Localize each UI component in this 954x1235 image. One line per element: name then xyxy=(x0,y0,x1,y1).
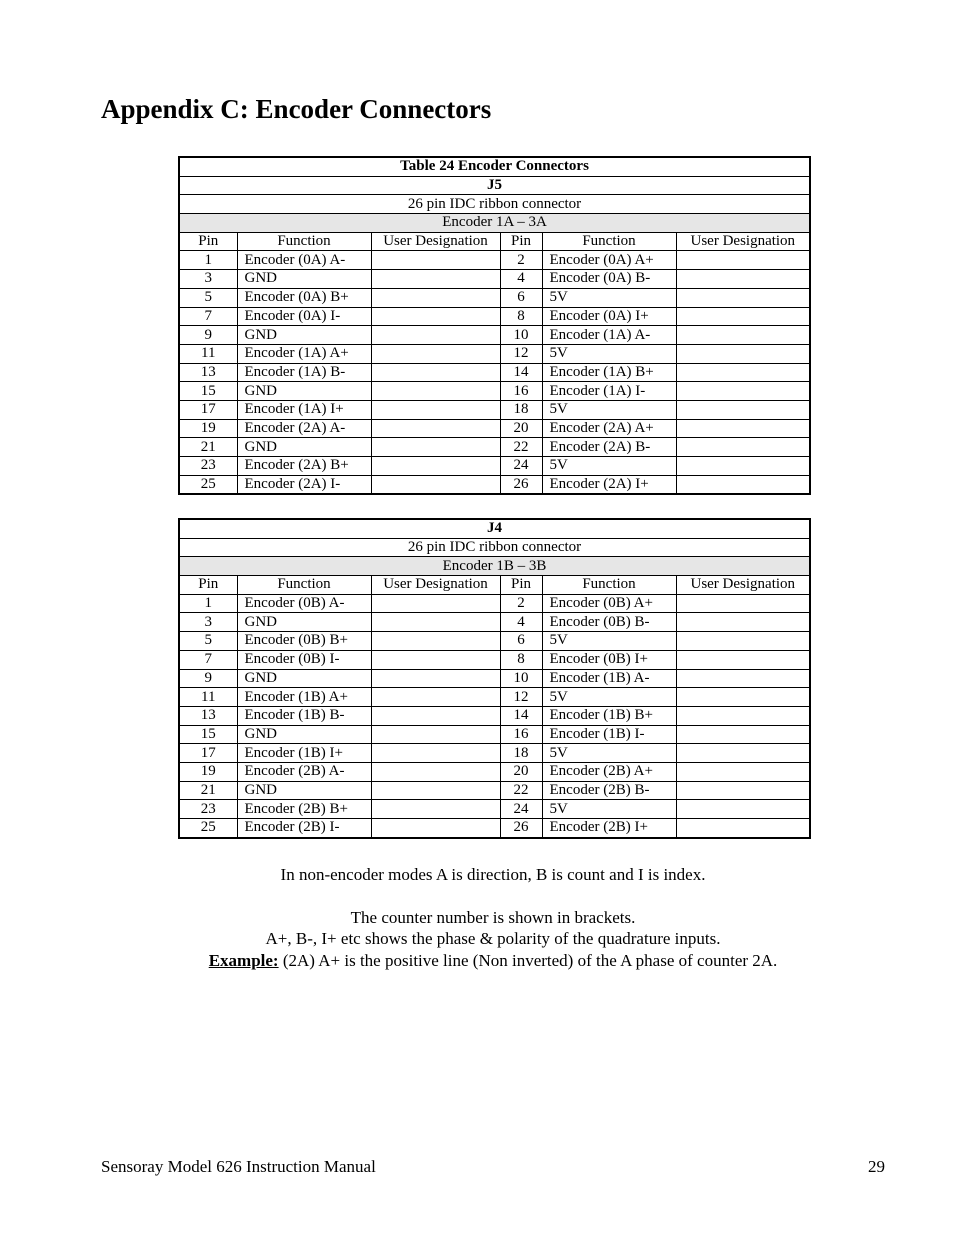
pin-function: GND xyxy=(237,781,371,800)
pin-number: 3 xyxy=(179,613,237,632)
pin-function: Encoder (1B) I- xyxy=(542,725,676,744)
pin-number: 23 xyxy=(179,800,237,819)
column-header: User Designation xyxy=(676,576,810,595)
user-designation xyxy=(371,400,500,419)
user-designation xyxy=(676,819,810,838)
user-designation xyxy=(676,307,810,326)
table-row xyxy=(179,744,810,763)
user-designation xyxy=(676,594,810,613)
pin-number: 21 xyxy=(179,781,237,800)
pin-function: Encoder (2A) A- xyxy=(237,419,371,438)
pin-number: 15 xyxy=(179,725,237,744)
user-designation xyxy=(371,762,500,781)
user-designation xyxy=(676,251,810,270)
user-designation xyxy=(371,363,500,382)
pin-function: Encoder (1B) B- xyxy=(237,706,371,725)
note-encoder-modes: In non-encoder modes A is direction, B is count and I is index. xyxy=(280,865,706,884)
pin-function: Encoder (1B) I+ xyxy=(237,744,371,763)
user-designation xyxy=(371,781,500,800)
column-header: Pin xyxy=(500,232,542,251)
user-designation xyxy=(371,475,500,494)
table-row xyxy=(179,438,810,457)
pin-number: 17 xyxy=(179,744,237,763)
user-designation xyxy=(676,762,810,781)
table-row xyxy=(179,669,810,688)
pin-number: 3 xyxy=(179,270,237,289)
pin-function: Encoder (0B) B+ xyxy=(237,632,371,651)
user-designation xyxy=(676,744,810,763)
pin-number: 13 xyxy=(179,706,237,725)
user-designation xyxy=(371,419,500,438)
column-header: User Designation xyxy=(676,232,810,251)
user-designation xyxy=(676,419,810,438)
table-row xyxy=(179,288,810,307)
pin-function: 5V xyxy=(542,800,676,819)
pin-function: Encoder (1B) B+ xyxy=(542,706,676,725)
pin-function: Encoder (2B) B+ xyxy=(237,800,371,819)
pin-number: 5 xyxy=(179,288,237,307)
pin-number: 9 xyxy=(179,326,237,345)
pin-number: 4 xyxy=(500,613,542,632)
table-row xyxy=(179,400,810,419)
pin-number: 22 xyxy=(500,438,542,457)
pin-function: GND xyxy=(237,669,371,688)
user-designation xyxy=(676,706,810,725)
pin-function: GND xyxy=(237,382,371,401)
user-designation xyxy=(371,594,500,613)
table-row xyxy=(179,613,810,632)
column-header: Function xyxy=(237,576,371,595)
pin-number: 8 xyxy=(500,650,542,669)
pin-number: 15 xyxy=(179,382,237,401)
pin-function: Encoder (1A) A+ xyxy=(237,344,371,363)
user-designation xyxy=(371,344,500,363)
pin-function: Encoder (0A) A- xyxy=(237,251,371,270)
pin-number: 2 xyxy=(500,594,542,613)
table-row xyxy=(179,632,810,651)
table-row xyxy=(179,706,810,725)
user-designation xyxy=(676,781,810,800)
pin-function: Encoder (2A) B+ xyxy=(237,457,371,476)
header-row xyxy=(179,232,810,251)
user-designation xyxy=(676,688,810,707)
pin-function: 5V xyxy=(542,688,676,707)
user-designation xyxy=(676,382,810,401)
pin-number: 22 xyxy=(500,781,542,800)
user-designation xyxy=(676,650,810,669)
pin-number: 13 xyxy=(179,363,237,382)
pin-number: 20 xyxy=(500,762,542,781)
pin-function: Encoder (1A) B+ xyxy=(542,363,676,382)
pin-number: 9 xyxy=(179,669,237,688)
pin-function: Encoder (2B) I- xyxy=(237,819,371,838)
pin-number: 16 xyxy=(500,382,542,401)
pin-function: Encoder (1A) B- xyxy=(237,363,371,382)
table-row xyxy=(179,800,810,819)
pin-function: Encoder (0A) I- xyxy=(237,307,371,326)
pin-function: Encoder (0A) I+ xyxy=(542,307,676,326)
user-designation xyxy=(676,288,810,307)
pin-number: 10 xyxy=(500,326,542,345)
pin-number: 24 xyxy=(500,457,542,476)
pin-function: 5V xyxy=(542,457,676,476)
pin-number: 26 xyxy=(500,819,542,838)
pin-number: 11 xyxy=(179,688,237,707)
pin-function: Encoder (2A) I+ xyxy=(542,475,676,494)
user-designation xyxy=(371,307,500,326)
table-row xyxy=(179,270,810,289)
table-caption: Table 24 Encoder Connectors xyxy=(179,157,810,176)
table-row xyxy=(179,650,810,669)
table-row xyxy=(179,594,810,613)
user-designation xyxy=(371,613,500,632)
pin-number: 25 xyxy=(179,475,237,494)
pin-number: 12 xyxy=(500,344,542,363)
pin-function: Encoder (0B) I+ xyxy=(542,650,676,669)
pin-function: Encoder (1A) A- xyxy=(542,326,676,345)
pin-function: 5V xyxy=(542,400,676,419)
pin-number: 26 xyxy=(500,475,542,494)
pin-number: 8 xyxy=(500,307,542,326)
pin-function: Encoder (1B) A- xyxy=(542,669,676,688)
user-designation xyxy=(371,326,500,345)
pin-function: GND xyxy=(237,326,371,345)
pin-function: Encoder (0A) B+ xyxy=(237,288,371,307)
column-header: User Designation xyxy=(371,232,500,251)
pin-function: Encoder (0A) A+ xyxy=(542,251,676,270)
pin-function: Encoder (2A) I- xyxy=(237,475,371,494)
pin-number: 5 xyxy=(179,632,237,651)
pin-function: Encoder (0B) A- xyxy=(237,594,371,613)
user-designation xyxy=(371,706,500,725)
pin-number: 14 xyxy=(500,363,542,382)
table-row xyxy=(179,781,810,800)
pin-function: Encoder (1A) I- xyxy=(542,382,676,401)
user-designation xyxy=(371,288,500,307)
pin-function: Encoder (2A) B- xyxy=(542,438,676,457)
pin-number: 11 xyxy=(179,344,237,363)
encoder-table-j4 xyxy=(178,518,811,839)
column-header: Function xyxy=(542,232,676,251)
user-designation xyxy=(371,650,500,669)
user-designation xyxy=(676,800,810,819)
user-designation xyxy=(676,475,810,494)
user-designation xyxy=(371,457,500,476)
example-text: (2A) A+ is the positive line (Non inverted) of the A phase of counter 2A. xyxy=(278,950,778,970)
pin-function: Encoder (0B) B- xyxy=(542,613,676,632)
pin-number: 19 xyxy=(179,419,237,438)
pin-function: Encoder (0B) A+ xyxy=(542,594,676,613)
pin-number: 25 xyxy=(179,819,237,838)
table-row xyxy=(179,688,810,707)
user-designation xyxy=(676,344,810,363)
user-designation xyxy=(371,688,500,707)
header-row xyxy=(179,576,810,595)
user-designation xyxy=(371,632,500,651)
user-designation xyxy=(676,438,810,457)
table-row xyxy=(179,419,810,438)
pin-number: 16 xyxy=(500,725,542,744)
table-row xyxy=(179,251,810,270)
pin-number: 10 xyxy=(500,669,542,688)
user-designation xyxy=(371,725,500,744)
pin-number: 20 xyxy=(500,419,542,438)
column-header: User Designation xyxy=(371,576,500,595)
table-row xyxy=(179,307,810,326)
user-designation xyxy=(371,669,500,688)
pin-number: 18 xyxy=(500,744,542,763)
connector-type: 26 pin IDC ribbon connector xyxy=(179,195,810,214)
table-row xyxy=(179,363,810,382)
pin-function: Encoder (1B) A+ xyxy=(237,688,371,707)
note-counter-number: The counter number is shown in brackets. xyxy=(350,907,636,927)
user-designation xyxy=(676,613,810,632)
pin-number: 4 xyxy=(500,270,542,289)
user-designation xyxy=(676,632,810,651)
column-header: Function xyxy=(542,576,676,595)
column-header: Pin xyxy=(179,576,237,595)
pin-number: 21 xyxy=(179,438,237,457)
pin-number: 1 xyxy=(179,594,237,613)
pin-function: Encoder (0B) I- xyxy=(237,650,371,669)
table-row xyxy=(179,382,810,401)
pin-function: Encoder (2B) A- xyxy=(237,762,371,781)
pin-function: GND xyxy=(237,438,371,457)
encoder-group: Encoder 1A – 3A xyxy=(179,214,810,233)
pin-function: Encoder (2B) B- xyxy=(542,781,676,800)
pin-number: 19 xyxy=(179,762,237,781)
pin-number: 24 xyxy=(500,800,542,819)
pin-function: GND xyxy=(237,270,371,289)
column-header: Function xyxy=(237,232,371,251)
pin-number: 2 xyxy=(500,251,542,270)
pin-function: Encoder (1A) I+ xyxy=(237,400,371,419)
column-header: Pin xyxy=(500,576,542,595)
notes xyxy=(0,864,954,971)
pin-number: 7 xyxy=(179,307,237,326)
user-designation xyxy=(371,251,500,270)
pin-function: 5V xyxy=(542,288,676,307)
pin-number: 23 xyxy=(179,457,237,476)
pin-number: 6 xyxy=(500,632,542,651)
user-designation xyxy=(371,382,500,401)
table-row xyxy=(179,762,810,781)
user-designation xyxy=(676,326,810,345)
connector-label: J5 xyxy=(179,176,810,195)
pin-number: 12 xyxy=(500,688,542,707)
table-row xyxy=(179,457,810,476)
table-row xyxy=(179,344,810,363)
pin-function: Encoder (2B) A+ xyxy=(542,762,676,781)
table-row xyxy=(179,326,810,345)
connector-type: 26 pin IDC ribbon connector xyxy=(179,538,810,557)
pin-function: 5V xyxy=(542,632,676,651)
pin-function: 5V xyxy=(542,744,676,763)
user-designation xyxy=(371,819,500,838)
table-row xyxy=(179,725,810,744)
encoder-group: Encoder 1B – 3B xyxy=(179,557,810,576)
footer-title: Sensoray Model 626 Instruction Manual xyxy=(101,1157,376,1176)
pin-number: 1 xyxy=(179,251,237,270)
table-row xyxy=(179,819,810,838)
pin-function: Encoder (2A) A+ xyxy=(542,419,676,438)
note-phase-polarity: A+, B-, I+ etc shows the phase & polarity of the quadrature inputs. xyxy=(265,929,721,948)
encoder-table-j5 xyxy=(178,156,811,495)
user-designation xyxy=(676,725,810,744)
pin-function: GND xyxy=(237,613,371,632)
connector-label: J4 xyxy=(179,519,810,538)
user-designation xyxy=(371,800,500,819)
pin-function: 5V xyxy=(542,344,676,363)
user-designation xyxy=(676,457,810,476)
table-row xyxy=(179,475,810,494)
pin-number: 18 xyxy=(500,400,542,419)
pin-number: 17 xyxy=(179,400,237,419)
pin-function: GND xyxy=(237,725,371,744)
user-designation xyxy=(371,744,500,763)
page-heading: Appendix C: Encoder Connectors xyxy=(101,94,492,124)
user-designation xyxy=(676,669,810,688)
example-label: Example: xyxy=(208,950,279,970)
pin-number: 7 xyxy=(179,650,237,669)
user-designation xyxy=(371,438,500,457)
user-designation xyxy=(676,400,810,419)
pin-number: 6 xyxy=(500,288,542,307)
column-header: Pin xyxy=(179,232,237,251)
pin-function: Encoder (0A) B- xyxy=(542,270,676,289)
page-number: 29 xyxy=(868,1157,885,1176)
user-designation xyxy=(676,270,810,289)
pin-function: Encoder (2B) I+ xyxy=(542,819,676,838)
pin-number: 14 xyxy=(500,706,542,725)
note-example xyxy=(0,950,954,972)
user-designation xyxy=(371,270,500,289)
user-designation xyxy=(676,363,810,382)
